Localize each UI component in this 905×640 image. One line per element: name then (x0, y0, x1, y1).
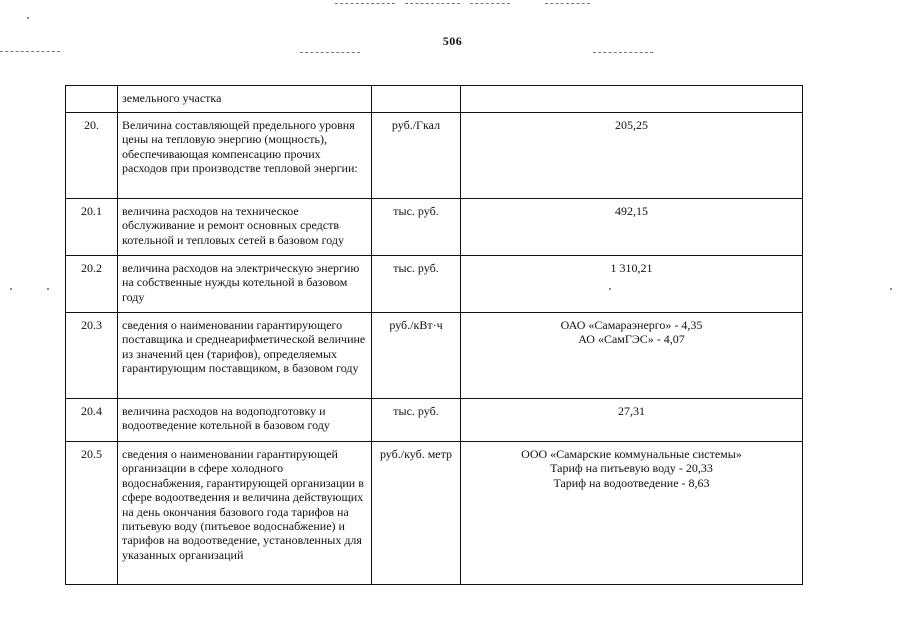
row-description: величина расходов на водоподготовку и водоотведение котельной в базовом году (118, 399, 372, 442)
scan-artifact-line (335, 3, 395, 4)
scan-artifact-line (300, 52, 360, 53)
table-row (66, 313, 803, 399)
row-number: 20.1 (66, 199, 118, 256)
row-unit: руб./куб. метр (372, 442, 461, 585)
scan-artifact-dot (10, 288, 12, 290)
scan-artifact-line (593, 52, 653, 53)
scan-artifact-dot (47, 288, 49, 290)
value-line: 492,15 (615, 204, 648, 218)
row-unit: тыс. руб. (372, 256, 461, 313)
row-value (461, 399, 803, 442)
row-value (461, 313, 803, 399)
table-row (66, 199, 803, 256)
row-description: величина расходов на электрическую энергию на собственные нужды котельной в базовом году (118, 256, 372, 313)
row-value (461, 256, 803, 313)
page-number: 506 (442, 34, 463, 48)
table-row (66, 442, 803, 585)
value-line: ООО «Самарские коммунальные системы» (521, 447, 742, 461)
row-number (66, 86, 118, 113)
row-description: Величина составляющей предельного уровня цены на тепловую энергию (мощность), обеспечивающая компенсацию прочих расходов при производстве тепловой энергии: (118, 113, 372, 199)
row-unit: руб./кВт·ч (372, 313, 461, 399)
value-line: Тариф на водоотведение - 8,63 (553, 475, 710, 490)
row-unit (372, 86, 461, 113)
row-unit: тыс. руб. (372, 199, 461, 256)
row-description: земельного участка (118, 86, 372, 113)
value-line: 205,25 (615, 118, 648, 132)
row-number: 20.2 (66, 256, 118, 313)
row-number: 20. (66, 113, 118, 199)
scan-artifact-line (545, 3, 590, 4)
row-value (461, 199, 803, 256)
row-description: сведения о наименовании гарантирующей организации в сфере холодного водоснабжения, гарантирующей организации в сфере водоотведения и величина действующих на день окончания базового года тарифов на питьевую воду (питьевое водоснабжение) и тарифов на водоотведение, установленных для указанных организаций (118, 442, 372, 585)
value-line: Тариф на питьевую воду - 20,33 (550, 461, 713, 476)
scan-artifact-dot (890, 288, 892, 290)
row-unit: руб./Гкал (372, 113, 461, 199)
row-number: 20.3 (66, 313, 118, 399)
scan-artifact-dot (27, 17, 29, 19)
row-unit: тыс. руб. (372, 399, 461, 442)
table-row (66, 113, 803, 199)
row-value (461, 86, 803, 113)
table-row (66, 256, 803, 313)
row-value (461, 113, 803, 199)
table-body (66, 86, 803, 585)
row-number: 20.5 (66, 442, 118, 585)
scan-artifact-line (470, 3, 510, 4)
row-value (461, 442, 803, 585)
value-line: 1 310,21 (610, 261, 653, 275)
scan-artifact-line (405, 3, 460, 4)
row-description: сведения о наименовании гарантирующего поставщика и среднеарифметической величине из значений цен (тарифов), определяемых гарантирующим поставщиком, в базовом году (118, 313, 372, 399)
row-description: величина расходов на техническое обслуживание и ремонт основных средств котельной и тепловых сетей в базовом году (118, 199, 372, 256)
value-line: ОАО «Самараэнерго» - 4,35 (560, 318, 703, 332)
value-line: 27,31 (618, 404, 645, 418)
scan-artifact-line (0, 51, 60, 52)
tariff-table (65, 85, 803, 585)
table-row (66, 399, 803, 442)
row-number: 20.4 (66, 399, 118, 442)
table-row (66, 86, 803, 113)
value-line: АО «СамГЭС» - 4,07 (578, 332, 685, 347)
